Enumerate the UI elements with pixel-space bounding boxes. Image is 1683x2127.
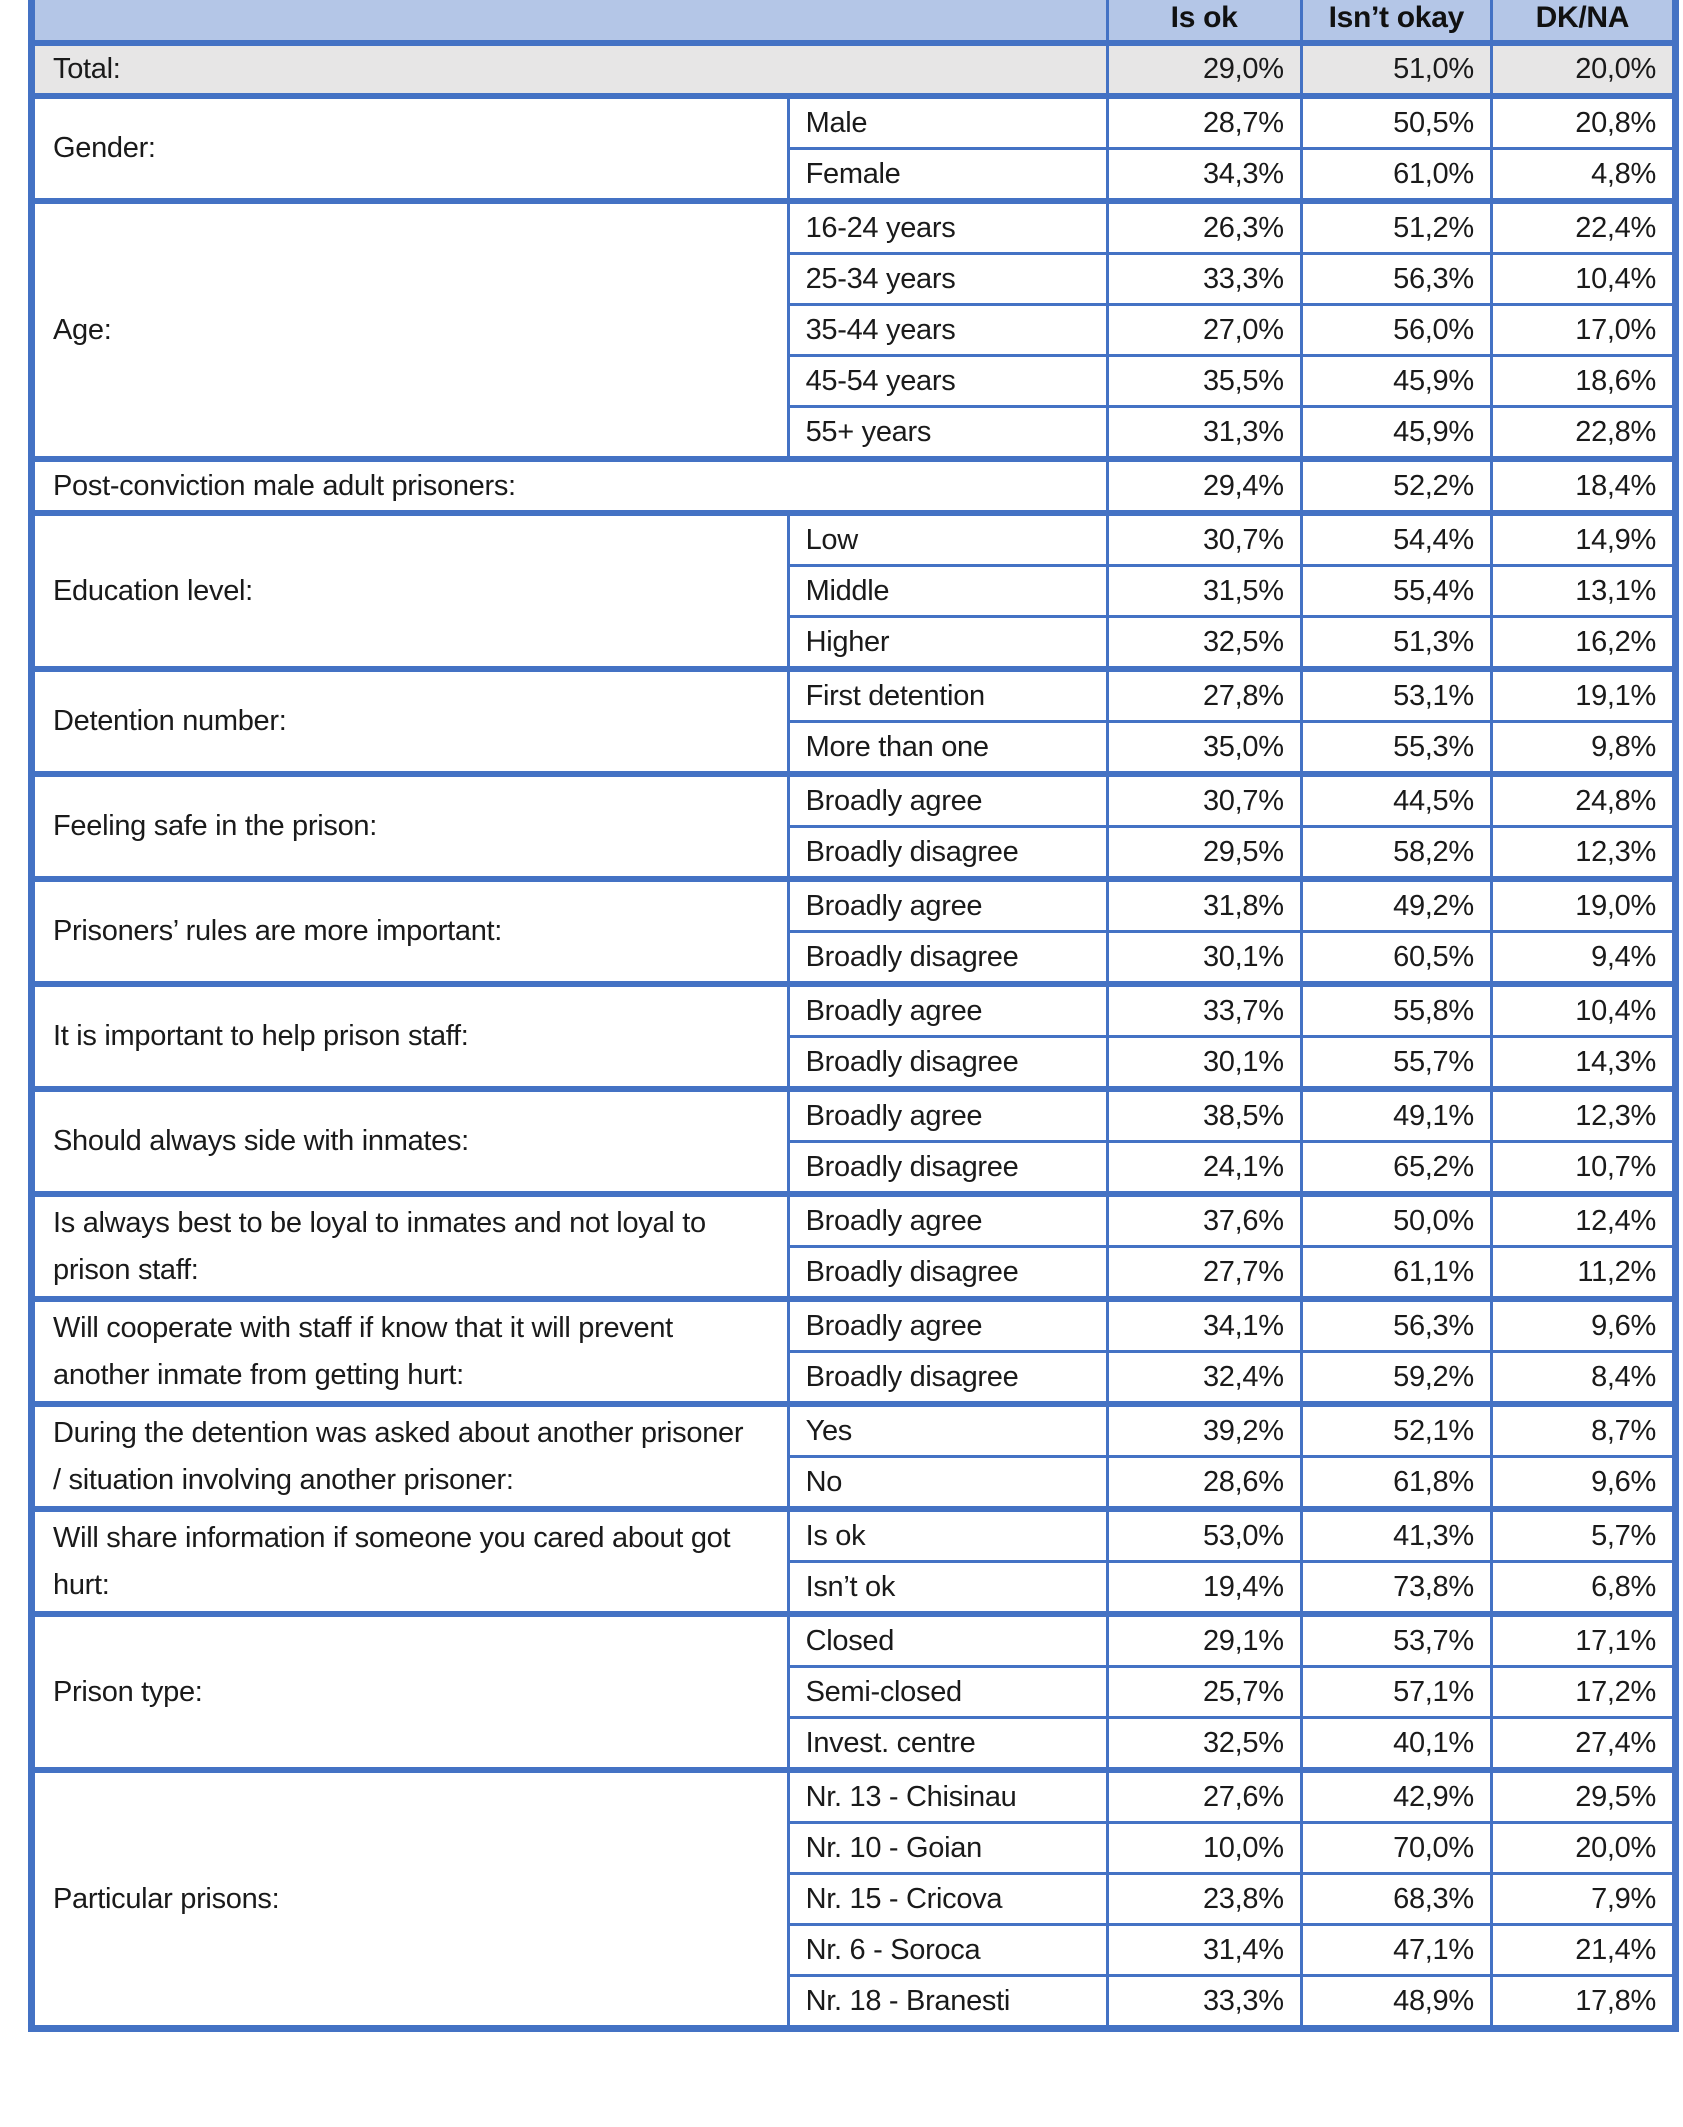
value-cell: 31,8% xyxy=(1107,879,1301,932)
value-cell: 20,0% xyxy=(1491,1823,1675,1874)
value-cell: 9,4% xyxy=(1491,932,1675,985)
value-cell: 56,0% xyxy=(1301,305,1491,356)
table-row xyxy=(32,96,1676,149)
value-cell: 29,0% xyxy=(1107,43,1301,96)
subcategory-cell: Isn’t ok xyxy=(788,1562,1107,1615)
subcategory-cell: First detention xyxy=(788,669,1107,722)
subcategory-cell: Male xyxy=(788,96,1107,149)
value-cell: 10,4% xyxy=(1491,984,1675,1037)
value-cell: 19,1% xyxy=(1491,669,1675,722)
value-cell: 47,1% xyxy=(1301,1925,1491,1976)
value-cell: 30,7% xyxy=(1107,513,1301,566)
value-cell: 10,7% xyxy=(1491,1142,1675,1195)
value-cell: 22,8% xyxy=(1491,407,1675,460)
value-cell: 14,3% xyxy=(1491,1037,1675,1090)
value-cell: 42,9% xyxy=(1301,1770,1491,1823)
value-cell: 29,5% xyxy=(1107,827,1301,880)
value-cell: 30,1% xyxy=(1107,932,1301,985)
value-cell: 37,6% xyxy=(1107,1194,1301,1247)
subcategory-cell: Nr. 13 - Chisinau xyxy=(788,1770,1107,1823)
value-cell: 57,1% xyxy=(1301,1667,1491,1718)
value-cell: 49,1% xyxy=(1301,1089,1491,1142)
category-cell: Age: xyxy=(32,201,789,459)
subcategory-cell: Middle xyxy=(788,566,1107,617)
value-cell: 38,5% xyxy=(1107,1089,1301,1142)
value-cell: 35,0% xyxy=(1107,722,1301,775)
subcategory-cell: Broadly disagree xyxy=(788,1247,1107,1300)
table-row xyxy=(32,774,1676,827)
value-cell: 40,1% xyxy=(1301,1718,1491,1771)
value-cell: 32,5% xyxy=(1107,1718,1301,1771)
subcategory-cell: Yes xyxy=(788,1404,1107,1457)
table-row xyxy=(32,1770,1676,1823)
table-row xyxy=(32,1614,1676,1667)
value-cell: 13,1% xyxy=(1491,566,1675,617)
value-cell: 7,9% xyxy=(1491,1874,1675,1925)
value-cell: 52,1% xyxy=(1301,1404,1491,1457)
category-cell: Prison type: xyxy=(32,1614,789,1770)
value-cell: 24,1% xyxy=(1107,1142,1301,1195)
value-cell: 21,4% xyxy=(1491,1925,1675,1976)
subcategory-cell: Broadly disagree xyxy=(788,1037,1107,1090)
value-cell: 59,2% xyxy=(1301,1352,1491,1405)
value-cell: 16,2% xyxy=(1491,617,1675,670)
category-cell: Prisoners’ rules are more important: xyxy=(32,879,789,984)
category-cell: Education level: xyxy=(32,513,789,669)
value-cell: 10,4% xyxy=(1491,254,1675,305)
value-cell: 14,9% xyxy=(1491,513,1675,566)
table-row xyxy=(32,1089,1676,1142)
value-cell: 12,4% xyxy=(1491,1194,1675,1247)
value-cell: 30,1% xyxy=(1107,1037,1301,1090)
value-cell: 33,3% xyxy=(1107,254,1301,305)
value-cell: 9,6% xyxy=(1491,1299,1675,1352)
subcategory-cell: 35-44 years xyxy=(788,305,1107,356)
subcategory-cell: Nr. 18 - Branesti xyxy=(788,1976,1107,2029)
table-row xyxy=(32,1509,1676,1562)
value-cell: 6,8% xyxy=(1491,1562,1675,1615)
value-cell: 53,0% xyxy=(1107,1509,1301,1562)
table-row xyxy=(32,879,1676,932)
header-col-isnt-okay: Isn’t okay xyxy=(1301,0,1491,43)
value-cell: 53,1% xyxy=(1301,669,1491,722)
subcategory-cell: Broadly agree xyxy=(788,984,1107,1037)
value-cell: 61,1% xyxy=(1301,1247,1491,1300)
value-cell: 70,0% xyxy=(1301,1823,1491,1874)
value-cell: 27,4% xyxy=(1491,1718,1675,1771)
category-cell: Is always best to be loyal to inmates and not loyal to prison staff: xyxy=(32,1194,789,1299)
value-cell: 30,7% xyxy=(1107,774,1301,827)
subcategory-cell: Higher xyxy=(788,617,1107,670)
table-row xyxy=(32,201,1676,254)
value-cell: 55,4% xyxy=(1301,566,1491,617)
value-cell: 49,2% xyxy=(1301,879,1491,932)
value-cell: 8,7% xyxy=(1491,1404,1675,1457)
subcategory-cell: More than one xyxy=(788,722,1107,775)
subcategory-cell: Semi-closed xyxy=(788,1667,1107,1718)
value-cell: 33,3% xyxy=(1107,1976,1301,2029)
value-cell: 12,3% xyxy=(1491,1089,1675,1142)
value-cell: 18,6% xyxy=(1491,356,1675,407)
value-cell: 17,1% xyxy=(1491,1614,1675,1667)
subcategory-cell: Broadly disagree xyxy=(788,827,1107,880)
value-cell: 20,0% xyxy=(1491,43,1675,96)
value-cell: 56,3% xyxy=(1301,1299,1491,1352)
value-cell: 28,7% xyxy=(1107,96,1301,149)
subcategory-cell: Broadly disagree xyxy=(788,1352,1107,1405)
value-cell: 61,8% xyxy=(1301,1457,1491,1510)
subcategory-cell: Low xyxy=(788,513,1107,566)
value-cell: 73,8% xyxy=(1301,1562,1491,1615)
value-cell: 29,5% xyxy=(1491,1770,1675,1823)
value-cell: 48,9% xyxy=(1301,1976,1491,2029)
value-cell: 33,7% xyxy=(1107,984,1301,1037)
value-cell: 17,8% xyxy=(1491,1976,1675,2029)
value-cell: 50,0% xyxy=(1301,1194,1491,1247)
value-cell: 9,6% xyxy=(1491,1457,1675,1510)
value-cell: 55,3% xyxy=(1301,722,1491,775)
subcategory-cell: No xyxy=(788,1457,1107,1510)
value-cell: 60,5% xyxy=(1301,932,1491,985)
subcategory-cell: Is ok xyxy=(788,1509,1107,1562)
header-row xyxy=(32,0,1676,43)
value-cell: 9,8% xyxy=(1491,722,1675,775)
category-cell: Will cooperate with staff if know that it will prevent another inmate from getting hurt: xyxy=(32,1299,789,1404)
category-cell: Feeling safe in the prison: xyxy=(32,774,789,879)
header-empty-cell xyxy=(32,0,1108,43)
value-cell: 41,3% xyxy=(1301,1509,1491,1562)
value-cell: 51,3% xyxy=(1301,617,1491,670)
value-cell: 44,5% xyxy=(1301,774,1491,827)
value-cell: 65,2% xyxy=(1301,1142,1491,1195)
table-row xyxy=(32,669,1676,722)
value-cell: 34,3% xyxy=(1107,149,1301,202)
value-cell: 17,2% xyxy=(1491,1667,1675,1718)
value-cell: 27,7% xyxy=(1107,1247,1301,1300)
value-cell: 19,0% xyxy=(1491,879,1675,932)
category-cell: Gender: xyxy=(32,96,789,201)
category-cell: Should always side with inmates: xyxy=(32,1089,789,1194)
header-col-is-ok: Is ok xyxy=(1107,0,1301,43)
subcategory-cell: 45-54 years xyxy=(788,356,1107,407)
subcategory-cell: Broadly agree xyxy=(788,774,1107,827)
value-cell: 26,3% xyxy=(1107,201,1301,254)
table-row xyxy=(32,513,1676,566)
value-cell: 25,7% xyxy=(1107,1667,1301,1718)
value-cell: 27,6% xyxy=(1107,1770,1301,1823)
value-cell: 11,2% xyxy=(1491,1247,1675,1300)
value-cell: 45,9% xyxy=(1301,356,1491,407)
value-cell: 29,4% xyxy=(1107,459,1301,513)
value-cell: 51,0% xyxy=(1301,43,1491,96)
category-cell: It is important to help prison staff: xyxy=(32,984,789,1089)
subcategory-cell: Female xyxy=(788,149,1107,202)
value-cell: 56,3% xyxy=(1301,254,1491,305)
value-cell: 55,7% xyxy=(1301,1037,1491,1090)
value-cell: 58,2% xyxy=(1301,827,1491,880)
value-cell: 51,2% xyxy=(1301,201,1491,254)
value-cell: 32,4% xyxy=(1107,1352,1301,1405)
value-cell: 31,4% xyxy=(1107,1925,1301,1976)
value-cell: 19,4% xyxy=(1107,1562,1301,1615)
category-cell: Particular prisons: xyxy=(32,1770,789,2029)
table-row xyxy=(32,1194,1676,1247)
value-cell: 4,8% xyxy=(1491,149,1675,202)
survey-results-table xyxy=(28,0,1679,2032)
value-cell: 28,6% xyxy=(1107,1457,1301,1510)
subcategory-cell: Closed xyxy=(788,1614,1107,1667)
subcategory-cell: Broadly agree xyxy=(788,879,1107,932)
table-row xyxy=(32,1299,1676,1352)
subcategory-cell: Broadly disagree xyxy=(788,1142,1107,1195)
table-row xyxy=(32,459,1676,513)
value-cell: 17,0% xyxy=(1491,305,1675,356)
subcategory-cell: Invest. centre xyxy=(788,1718,1107,1771)
subcategory-cell: Broadly disagree xyxy=(788,932,1107,985)
subcategory-cell: 16-24 years xyxy=(788,201,1107,254)
category-cell: Detention number: xyxy=(32,669,789,774)
table-row xyxy=(32,1404,1676,1457)
header-col-dk-na: DK/NA xyxy=(1491,0,1675,43)
table-row xyxy=(32,43,1676,96)
value-cell: 55,8% xyxy=(1301,984,1491,1037)
value-cell: 8,4% xyxy=(1491,1352,1675,1405)
value-cell: 54,4% xyxy=(1301,513,1491,566)
subcategory-cell: Broadly agree xyxy=(788,1194,1107,1247)
value-cell: 18,4% xyxy=(1491,459,1675,513)
value-cell: 50,5% xyxy=(1301,96,1491,149)
value-cell: 32,5% xyxy=(1107,617,1301,670)
value-cell: 22,4% xyxy=(1491,201,1675,254)
value-cell: 61,0% xyxy=(1301,149,1491,202)
value-cell: 27,0% xyxy=(1107,305,1301,356)
value-cell: 20,8% xyxy=(1491,96,1675,149)
value-cell: 24,8% xyxy=(1491,774,1675,827)
subcategory-cell: Broadly agree xyxy=(788,1089,1107,1142)
category-cell: During the detention was asked about another prisoner / situation involving another prisoner: xyxy=(32,1404,789,1509)
subcategory-cell: Nr. 10 - Goian xyxy=(788,1823,1107,1874)
value-cell: 52,2% xyxy=(1301,459,1491,513)
category-cell: Post-conviction male adult prisoners: xyxy=(32,459,1108,513)
value-cell: 5,7% xyxy=(1491,1509,1675,1562)
value-cell: 53,7% xyxy=(1301,1614,1491,1667)
category-cell: Will share information if someone you cared about got hurt: xyxy=(32,1509,789,1614)
value-cell: 68,3% xyxy=(1301,1874,1491,1925)
value-cell: 31,3% xyxy=(1107,407,1301,460)
subcategory-cell: Broadly agree xyxy=(788,1299,1107,1352)
subcategory-cell: Nr. 15 - Cricova xyxy=(788,1874,1107,1925)
subcategory-cell: 55+ years xyxy=(788,407,1107,460)
value-cell: 29,1% xyxy=(1107,1614,1301,1667)
value-cell: 45,9% xyxy=(1301,407,1491,460)
value-cell: 31,5% xyxy=(1107,566,1301,617)
category-cell: Total: xyxy=(32,43,1108,96)
subcategory-cell: Nr. 6 - Soroca xyxy=(788,1925,1107,1976)
table-row xyxy=(32,984,1676,1037)
subcategory-cell: 25-34 years xyxy=(788,254,1107,305)
value-cell: 35,5% xyxy=(1107,356,1301,407)
value-cell: 39,2% xyxy=(1107,1404,1301,1457)
value-cell: 27,8% xyxy=(1107,669,1301,722)
value-cell: 12,3% xyxy=(1491,827,1675,880)
value-cell: 34,1% xyxy=(1107,1299,1301,1352)
value-cell: 23,8% xyxy=(1107,1874,1301,1925)
value-cell: 10,0% xyxy=(1107,1823,1301,1874)
